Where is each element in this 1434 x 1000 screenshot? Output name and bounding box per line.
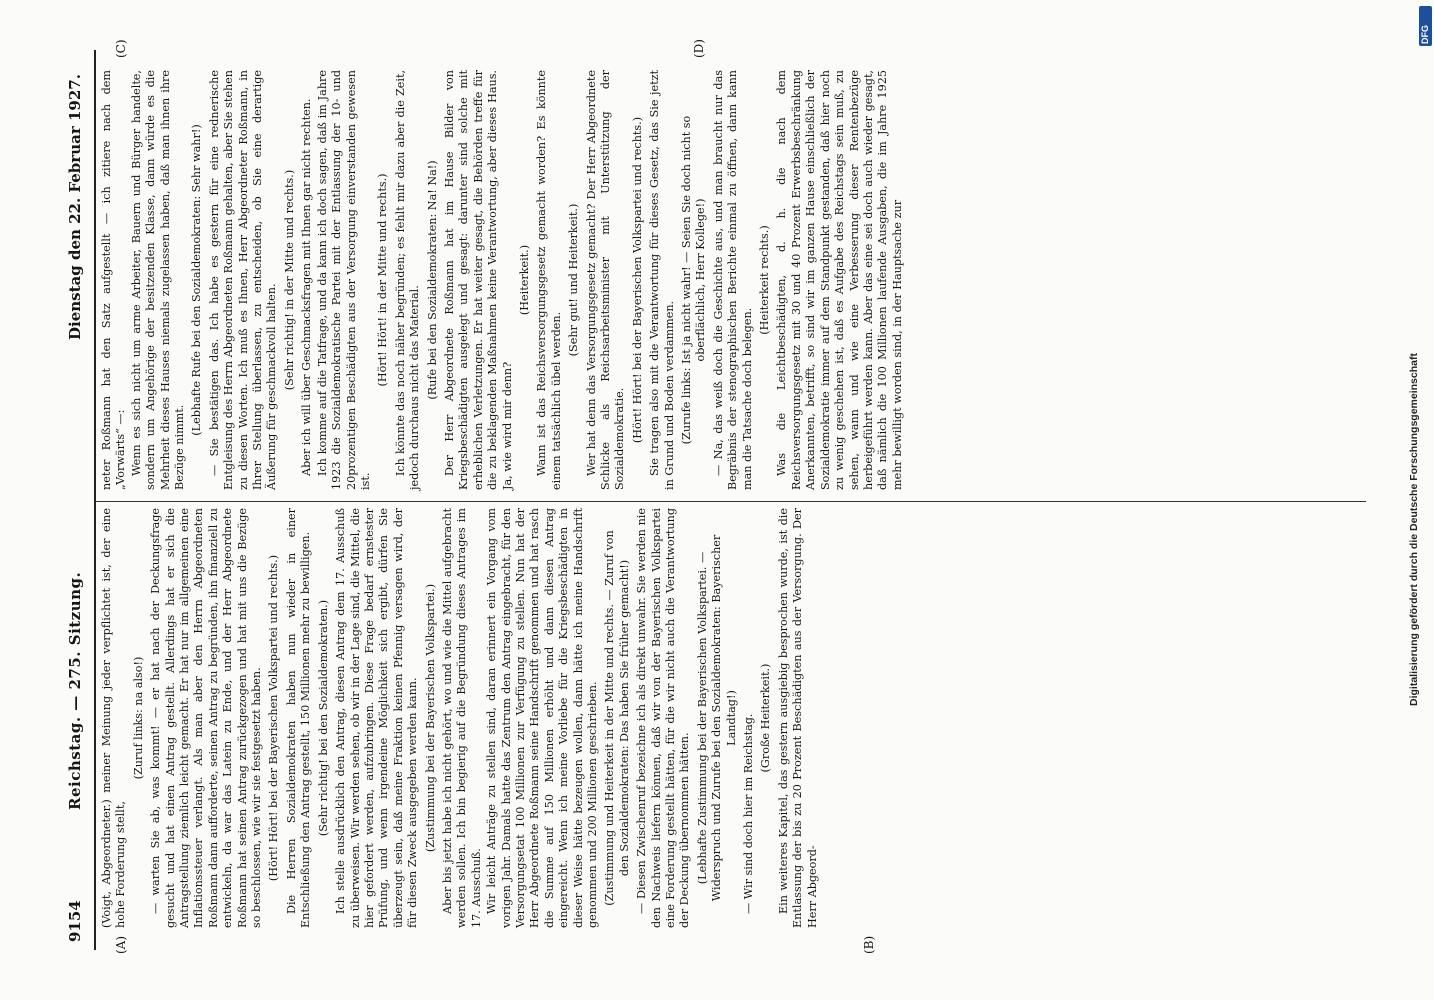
interjection: (Hört! Hört! in der Mitte und rechts.) xyxy=(376,173,390,387)
speech-paragraph: Aber bis jetzt habe ich nicht gehört, wo und wie die Mittel aufgebracht werden sollen. Ich bin begierig auf die Begründung dieses Antrages im 17. Ausschuß. xyxy=(440,508,483,928)
speech-paragraph: Ich stelle ausdrücklich den Antrag, diesen Antrag dem 17. Ausschuß zu überweisen. Wir werden sehen, ob wir in der Lage sind, die Mittel, die hier gefordert werden, aufzubringen. Diese Frage bedarf ernstester Prüfung, und wenn irgendeine Möglichkeit sich ergibt, dürfen Sie überzeugt sein, daß meine Fraktion keinen Pfennig versagen wird, der für diesen Zweck ausgegeben werden kann. xyxy=(334,508,420,928)
interjection: (Lebhafte Rufe bei den Sozialdemokraten: Sehr wahr!) xyxy=(190,124,204,436)
speech-paragraph: Wann ist das Reichsversorgungsgesetz gemacht worden? Es könnte einem tatsächlich übel werden. xyxy=(535,70,563,490)
interjection: (Heiterkeit rechts.) xyxy=(758,225,772,335)
margin-marker-d: (D) xyxy=(692,39,706,58)
left-column xyxy=(100,508,1370,928)
interjection: (Sehr richtig! in der Mitte und rechts.) xyxy=(282,169,296,391)
margin-marker-b: (B) xyxy=(862,935,876,954)
speech-paragraph: Wir leicht Anträge zu stellen sind, daran erinnert ein Vorgang vom vorigen Jahr. Damals hatte das Zentrum den Antrag eingebracht, für den Versorgungsetat 100 Millionen zur Verfügung zu stellen. Nun hat der Herr Abgeordnete Roßmann seine Handschrift genommen und hat rasch die Summe auf 150 Millionen erhöht und dann diesen Antrag eingereicht. Wenn ich meine Vorliebe für die Kriegsbeschädigten in dieser Weise hätte bezeugen wollen, dann hätte ich meine Handschrift genommen und 200 Millionen geschrieben. xyxy=(485,508,599,928)
header-rule xyxy=(94,50,96,950)
margin-marker-c: (C) xyxy=(114,39,128,58)
speech-paragraph: — Wir sind doch hier im Reichstag. xyxy=(742,713,756,914)
session-title: Reichstag. — 275. Sitzung. xyxy=(66,571,84,810)
interjection: (Zurufe links: Ist ja nicht wahr! — Seien Sie doch nicht so oberflächlich, Herr Kollege!) xyxy=(680,115,708,445)
speech-paragraph: Ein weiteres Kapitel, das gestern ausgiebig besprochen wurde, ist die Entlassung der bis zu 20 Prozent Beschädigten aus der Versorgung. Der Herr Abgeord- xyxy=(776,508,819,928)
interjection: (Zustimmung und Heiterkeit in der Mitte und rechts. — Zuruf von den Sozialdemokraten: Das haben Sie früher gemacht!) xyxy=(603,530,631,906)
speech-paragraph: Sie tragen also mit die Verantwortung für dieses Gesetz, das Sie jetzt in Grund und Boden verdammen. xyxy=(648,70,676,490)
speech-paragraph: Wer hat denn das Versorgungsgesetz gemacht? Der Herr Abgeordnete Schlicke als Reichsarbeitsminister mit Unterstützung der Sozialdemokratie. xyxy=(584,70,627,490)
speech-paragraph: Was die Leichtbeschädigten, d. h. die nach dem Reichsversorgungsgesetz mit 30 und 40 Prozent Erwerbsbeschränkung Anerkannten, betrifft, so sind wir im ganzen Hause einschließlich der Sozialdemokratie immer auf dem Standpunkt gestanden, daß hier noch zu wenig geschehen ist, daß es Aufgabe des Reichstags sein muß, zu sehen, wann und wie eine Verbesserung dieser Rentenbezüge herbeigeführt werden kann. Aber das eine sei doch auch wieder gesagt, daß nämlich die 100 Millionen laufende Ausgaben, die im Jahre 1925 mehr bewilligt worden sind, in der Hauptsache zur xyxy=(775,70,904,490)
speech-paragraph: — Na, das weiß doch die Geschichte aus, und man braucht nur das Begräbnis der stenographischen Berichte einmal zu öffnen, dann kann man die Tatsache doch belegen. xyxy=(711,70,754,490)
speech-paragraph: Ich könnte das noch näher begründen; es fehlt mir dazu aber die Zeit, jedoch durchaus nicht das Material. xyxy=(393,70,422,490)
speech-paragraph: — Sie bestätigen das. Ich habe es gestern für eine rednerische Entgleisung des Herrn Abgeordneten Roßmann gehalten, aber Sie stehen zu diesen Worten. Ich muß es Ihnen, Herr Abgeordneter Roßmann, in Ihrer Stellung überlassen, zu entscheiden, ob Sie eine derartige Äußerung für geschmackvoll halten. xyxy=(207,70,279,490)
interjection: (Zustimmung bei der Bayerischen Volkspartei.) xyxy=(423,583,437,853)
right-column xyxy=(100,70,1370,490)
interjection: (Heiterkeit.) xyxy=(517,244,531,316)
interjection: (Große Heiterkeit.) xyxy=(759,663,773,773)
page-header xyxy=(52,40,94,960)
page-number: 9154 xyxy=(66,900,84,942)
speech-paragraph: Die Herren Sozialdemokraten haben nun wieder in einer Entschließung den Antrag gestellt, 150 Millionen mehr zu bewilligen. xyxy=(284,508,313,928)
interjection: (Hört! Hört! bei der Bayerischen Volkspartei und rechts.) xyxy=(267,554,281,882)
speech-paragraph: — Diesen Zwischenruf bezeichne ich als direkt unwahr. Sie werden nie den Nachweis liefern können, daß wir von der Bayerischen Volkspartei eine Forderung gestellt hätten, für die wir nicht auch die Verantwortung der Deckung übernommen hätten. xyxy=(635,508,692,928)
margin-marker-a: (A) xyxy=(114,935,128,954)
interjection: (Hört! Hört! bei der Bayerischen Volkspartei und rechts.) xyxy=(630,116,644,444)
interjection: (Zuruf links: na also!) xyxy=(131,656,145,780)
interjection: (Sehr richtig! bei den Sozialdemokraten.) xyxy=(316,599,330,837)
speech-paragraph: Der Herr Abgeordnete Roßmann hat im Hause Bilder von Kriegsbeschädigten ausgelegt und gesagt: darunter sind solche mit erheblichen Verletzungen. Er hat weiter gesagt, die Behörden treffe für die zu beklagenden Maßnahmen keine Verantwortung, aber dieses Haus. Ja, wie wird mir denn? xyxy=(442,70,514,490)
speech-paragraph: neter Roßmann hat den Satz aufgestellt — ich zitiere nach dem „Vorwärts“ —: xyxy=(100,70,128,490)
digitization-note xyxy=(1396,6,1420,706)
dfg-logo xyxy=(1419,6,1432,46)
interjection: (Lebhafte Zustimmung bei der Bayerischen Volkspartei. — Widerspruch und Zurufe bei den Sozialdemokraten: Bayerischer Landtag!) xyxy=(695,534,738,902)
document-page xyxy=(52,40,1382,960)
column-divider xyxy=(96,501,1366,502)
speech-paragraph: Ich komme auf die Tatfrage, und da kann ich doch sagen, daß im Jahre 1923 die Sozialdemokratische Partei mit der Entlassung der 10- und 20prozentigen Beschädigten aus der Versorgung einverstanden gewesen ist. xyxy=(315,70,372,490)
interjection: (Rufe bei den Sozialdemokraten: Na! Na!) xyxy=(425,160,439,400)
speech-paragraph: Aber ich will über Geschmacksfragen mit Ihnen gar nicht rechten. xyxy=(300,98,314,476)
dfg-logo-text: DFG xyxy=(1420,25,1430,44)
session-date: Dienstag den 22. Februar 1927. xyxy=(66,74,84,340)
digitization-note-text: Digitalisierung gefördert durch die Deutsche Forschungsgemeinschaft xyxy=(1408,353,1420,706)
interjection: (Sehr gut! und Heiterkeit.) xyxy=(567,203,581,357)
speech-paragraph: (Voigt, Abgeordneter.) meiner Meinung jeder verpflichtet ist, der eine hohe Forderung stellt, xyxy=(100,508,128,928)
speech-paragraph: — warten Sie ab, was kommt! — er hat nach der Deckungsfrage gesucht und hat einen Antrag gestellt. Allerdings hat er sich die Antragstellung ziemlich leicht gemacht. Er hat nur im allgemeinen eine Inflationssteuer verlangt. Als man aber den Herrn Abgeordneten Roßmann dann aufforderte, seinen Antrag zu begründen, ihn finanziell zu entwickeln, da war das Latein zu Ende, und der Herr Abgeordnete Roßmann hat seinen Antrag zurückgezogen und hat mit uns die Bezüge so beschlossen, wie wir sie festgesetzt haben. xyxy=(149,508,264,928)
speech-paragraph: Wenn es sich nicht um arme Arbeiter, Bauern und Bürger handelte, sondern um Angehörige der besitzenden Klasse, dann würde es die Mehrheit dieses Hauses niemals zugelassen haben, daß man ihnen ihre Bezüge nimmt. xyxy=(129,70,187,490)
